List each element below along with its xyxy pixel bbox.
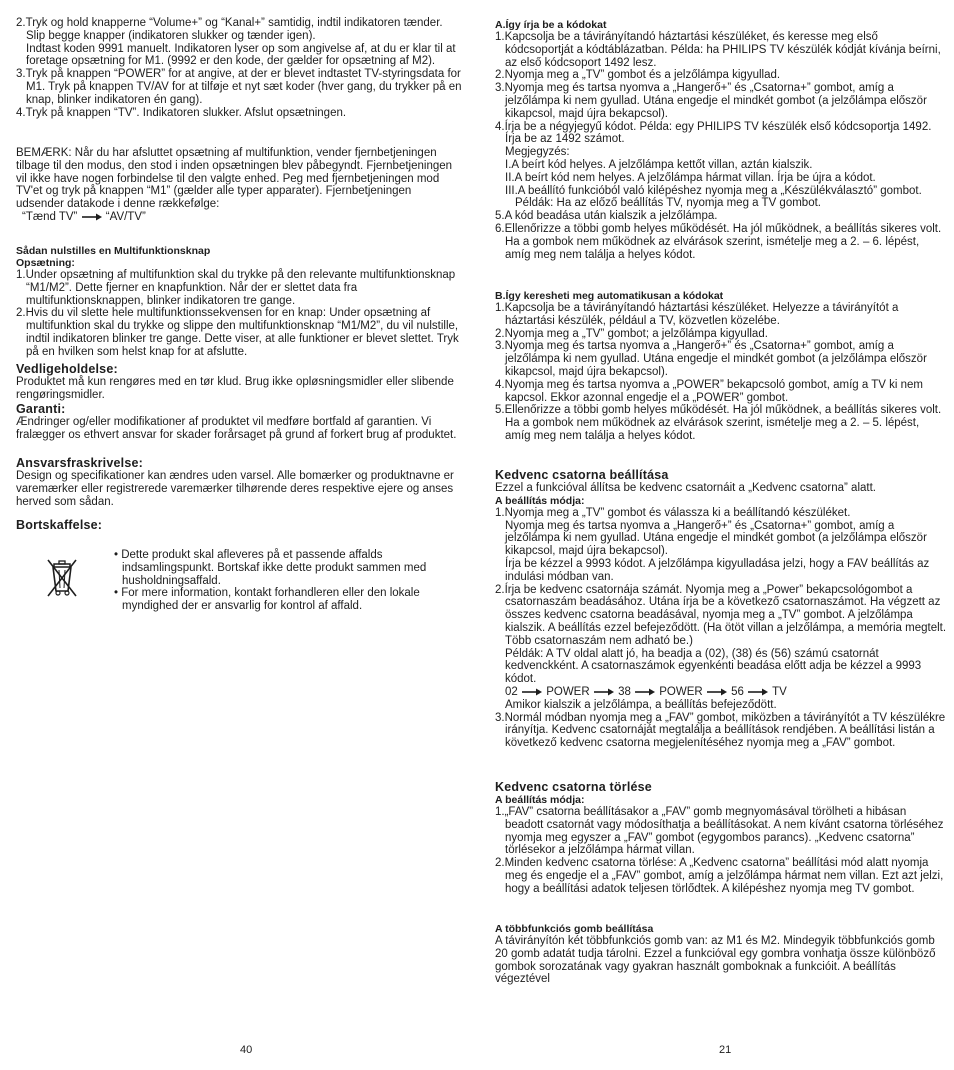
step-4: 4.Tryk på knappen “TV”. Indikatoren slukker. Afslut opsætningen. (16, 106, 347, 119)
disposal-list (108, 549, 468, 613)
b-item-2: 2.Nyomja meg a „TV” gombot; a jelzőlámpa kigyullad. (495, 327, 768, 340)
disposal-section (16, 518, 462, 532)
a-note-1: I.A beírt kód helyes. A jelzőlámpa kettőt villan, aztán kialszik. (505, 158, 813, 171)
seq-56: 56 (731, 685, 744, 698)
seq-power-1: POWER (546, 685, 590, 698)
fav-delete-title: Kedvenc csatorna törlése (495, 780, 652, 794)
section-a-title: A.Így írja be a kódokat (495, 19, 607, 31)
care-section (16, 362, 462, 402)
fav-delete-item-2: 2.Minden kedvenc csatorna törlése: A „Kedvenc csatorna” beállítási mód alatt nyomja meg és engedje el a „FAV” gombot, amíg a jelzőlámpa hármat nem villan. Ezt azt jelzi, hogy a beállítási adatok teljesen törlődtek. A kilépéshez nyomja meg TV gombot. (495, 857, 944, 895)
fav-item-1-cont2: Írja be kézzel a 9993 kódot. A jelzőlámpa kigyulladása jelzi, hogy a FAV beállítás az indulási módban van. (505, 557, 930, 583)
a-note-3: III.A beállító funkcióból való kilépéshez nyomja meg a „Készülékválasztó” gombot. Példák: Ha az előző beállítás TV, nyomja meg a TV gombot. (505, 184, 922, 210)
multi-section (495, 923, 947, 986)
disposal-title: Bortskaffelse: (16, 518, 103, 532)
disclaimer-title: Ansvarsfraskrivelse: (16, 456, 143, 470)
sequence-from: “Tænd TV” (22, 210, 78, 223)
a-note-2: II.A beírt kód nem helyes. A jelzőlámpa hármat villan. Írja be újra a kódot. (505, 171, 876, 184)
a-item-2: 2.Nyomja meg a „TV” gombot és a jelzőlámpa kigyullad. (495, 69, 781, 82)
seq-power-2: POWER (659, 685, 703, 698)
fav-sequence (495, 686, 947, 699)
a-item-5: 5.A kód beadása után kialszik a jelzőlámpa. (495, 210, 718, 223)
crossed-bin-icon (43, 556, 81, 600)
section-a (495, 19, 947, 261)
arrow-right-icon (747, 688, 769, 696)
a-item-6: 6.Ellenőrizze a többi gomb helyes működését. Ha jól működnek, a beállítás sikeres volt. Ha a gombok nem működnek az elvárások szerint, ismételje meg a 2. – 6. lépést, amíg meg nem találja a helyes kódot. (495, 222, 942, 261)
arrow-right-icon (593, 688, 615, 696)
note-block (16, 147, 462, 224)
fav-item-3: 3.Normál módban nyomja meg a „FAV” gombot, miközben a távirányítót a TV készülékre irányítja. Kedvenc csatornáját megtalálja a beállítások rendjében. A beállítási listán a következő kedvenc csatorna megjelenítéséhez nyomja meg a „FAV” gombot. (495, 711, 946, 750)
step-3: 3.Tryk på knappen “POWER” for at angive, at der er blevet indtastet TV-styringsdata for M1. Tryk på knappen TV/AV for at tilføje et nyt sæt koder (hver gang, du trykker på en knap, blinker indikatoren én gang). (16, 68, 462, 106)
fav-item-2: 2.Írja be kedvenc csatornája számát. Nyomja meg a „Power” bekapcsológombot a csatornaszám beadásához. Utána írja be a következő csatornaszámot. Ha végzett az összes kedvenc csatorna beadásával, nyomja meg a „TV” gombot. A jelzőlámpa kialszik. A beállítás ezzel befejeződött. (Ha ötöt villan a jelzőlámpa, a memória megtelt. Több csatornaszám nem adható be.) (495, 583, 947, 647)
reset-item-1: 1.Under opsætning af multifunktion skal du trykke på den relevante multifunktionsknap “M1/M2”. Dette fjerner en knapfunktion. Når der er slettet data fra multifunktionsknappen, blinker indikatoren tre gange. (16, 269, 456, 307)
reset-title: Sådan nulstilles en Multifunktionsknap (16, 245, 211, 257)
warranty-section (16, 402, 462, 442)
fav-item-1: 1.Nyomja meg a „TV” gombot és válassza ki a beállítandó készüléket. (495, 506, 851, 519)
arrow-right-icon (706, 688, 728, 696)
reset-subtitle: Opsætning: (16, 257, 75, 269)
seq-tv: TV (772, 685, 787, 698)
b-item-4: 4.Nyomja meg és tartsa nyomva a „POWER” bekapcsoló gombot, amíg a TV ki nem kapcsol. Ekkor azonnal engedje el a „POWER” gombot. (495, 378, 924, 404)
page-number-left: 40 (240, 1044, 253, 1056)
b-item-5: 5.Ellenőrizze a többi gomb helyes működését. Ha jól működnek, a beállítás sikeres volt. Ha a gombok nem működnek az elvárások szerint, ismételje meg a 2. – 5. lépést, amíg meg nem találja a helyes kódot. (495, 404, 942, 442)
disclaimer-section (16, 456, 462, 508)
disclaimer-text: Design og specifikationer kan ændres uden varsel. Alle bomærker og produktnavne er varemærker eller registrerede varemærker tilhørende deres respektive ejere og anses herved som sådan. (16, 470, 454, 508)
b-item-3: 3.Nyomja meg és tartsa nyomva a „Hangerő+” és „Csatorna+” gombot, amíg a jelzőlámpa ki nem gyullad. Utána engedje el mindkét gombot (a jelzőlámpa először kikapcsol, majd újra bekapcsol). (495, 340, 927, 378)
fav-item-2-end: Amikor kialszik a jelzőlámpa, a beállítás befejeződött. (505, 698, 777, 711)
seq-38: 38 (618, 685, 631, 698)
arrow-right-icon (81, 213, 103, 221)
a-item-3: 3.Nyomja meg és tartsa nyomva a „Hangerő+” és „Csatorna+” gombot, amíg a jelzőlámpa ki nem gyullad. Utána engedje el mindkét gombot (a jelzőlámpa először kikapcsol, majd újra bekapcsol). (495, 82, 927, 120)
fav-delete-section (495, 780, 947, 896)
fav-delete-item-1: 1.„FAV” csatorna beállításakor a „FAV” gomb megnyomásával törölheti a hibásan beadott csatornát vagy módosíthatja a beállításokat. A nem kívánt csatorna törléséhez nyomja meg egyszer a „FAV” gombot (egygombos parancs). „Kedvenc csatorna” törlésekor a jelzőlámpa hármat villan. (495, 806, 944, 857)
reset-item-2: 2.Hvis du vil slette hele multifunktionssekvensen for en knap: Under opsætning af multifunktion skal du trykke og slippe den multifunktionsknap “M1/M2”, du vil nulstille, indtil indikatoren blinker tre gange. Dette viser, at alle funktioner er blevet slettet. Tryk på en hvilken som helst knap for at afslutte. (16, 307, 459, 358)
seq-02: 02 (505, 685, 518, 698)
care-title: Vedligeholdelse: (16, 362, 118, 376)
care-text: Produktet må kun rengøres med en tør klud. Brug ikke opløsningsmidler eller slibende rengøringsmidler. (16, 376, 454, 401)
fav-intro: Ezzel a funkcióval állítsa be kedvenc csatornáit a „Kedvenc csatorna” alatt. (495, 482, 876, 494)
section-b (495, 290, 947, 443)
a-item-4: 4.Írja be a négyjegyű kódot. Példa: egy PHILIPS TV készülék első kódcsoportja 1492. Írja be az 1492 számot. (495, 120, 932, 146)
note-sequence (16, 211, 462, 224)
multi-text: A távirányítón két többfunkciós gomb van: az M1 és M2. Mindegyik többfunkciós gomb 20 gomb adatát tudja tárolni. Ezzel a funkcióval egy gombra vonhatja össze különböző gombok sorozatának vagy gyakran használt gomboknak a funkcióit. A beállítás végeztével (495, 935, 936, 986)
page-number-right: 21 (719, 1044, 732, 1056)
fav-item-2-cont: Példák: A TV oldal alatt jó, ha beadja a (02), (38) és (56) számú csatornát kedvenckként. A csatornaszámok egyenkénti beadása előtt adja be kézzel a 9993 kódot. (505, 647, 922, 686)
a-item-1: 1.Kapcsolja be a távirányítandó háztartási készüléket, és keresse meg első kódcsoportját a kódtáblázatban. Példa: ha PHILIPS TV készülék kódját kívánja beírni, az első kódcsoport 1492 lesz. (495, 31, 941, 69)
step-2: 2.Tryk og hold knapperne “Volume+” og “Kanal+” samtidig, indtil indikatoren tænder. Slip begge knapper (indikatoren slukker og tænder igen). (16, 17, 443, 42)
disposal-item-2: • For mere information, kontakt forhandleren eller den lokale myndighed der er ansvarlig for kontrol af affald. (114, 587, 420, 613)
fav-subtitle: A beállítás módja: (495, 494, 585, 507)
fav-title: Kedvenc csatorna beállítása (495, 468, 669, 482)
reset-section (16, 245, 462, 359)
setup-steps (16, 17, 462, 119)
multi-title: A többfunkciós gomb beállítása (495, 923, 654, 935)
sequence-to: “AV/TV” (105, 210, 146, 223)
section-b-title: B.Így keresheti meg automatikusan a kódokat (495, 290, 724, 302)
fav-item-1-cont: Nyomja meg és tartsa nyomva a „Hangerő+” és „Csatorna+” gombot, amíg a jelzőlámpa ki nem gyullad. Utána engedje el mindkét gombot (a jelzőlámpa először kikapcsol, majd újra bekapcsol). (505, 519, 927, 558)
fav-delete-subtitle: A beállítás módja: (495, 794, 585, 806)
disposal-item-1: • Dette produkt skal afleveres på et passende affalds indsamlingspunkt. Bortskaf ikke dette produkt sammen med husholdningsaffald. (114, 549, 427, 587)
fav-section (495, 468, 947, 750)
warranty-text: Ændringer og/eller modifikationer af produktet vil medføre bortfald af garantien. Vi fralægger os ethvert ansvar for skader forårsaget på grund af forkert brug af produktet. (16, 416, 457, 441)
a-note-title: Megjegyzés: (505, 146, 570, 159)
step-2-code: Indtast koden 9991 manuelt. Indikatoren lyser op som angivelse af, at du er klar til at foretage opsætning for M1. (9992 er den kode, der gælder for opsætning af M2). (26, 42, 456, 68)
arrow-right-icon (521, 688, 543, 696)
b-item-1: 1.Kapcsolja be a távirányítandó háztartási készüléket. Helyezze a távirányítót a háztartási készülék, például a TV, közvetlen közelébe. (495, 302, 899, 327)
warranty-title: Garanti: (16, 402, 66, 416)
note-text: BEMÆRK: Når du har afsluttet opsætning af multifunktion, vender fjernbetjeningen tilbage til den modus, den stod i inden opsætningen blev påbegyndt. Fjernbetjeningen vil ikke have nogen forbindelse til den valgte enhed. Peg med fjernbetjeningen mod TV'et og tryk på knappen “M1” (gælder alle typer apparater). Fjernbetjeningen udsender datakode i denne rækkefølge: (16, 147, 453, 211)
arrow-right-icon (634, 688, 656, 696)
